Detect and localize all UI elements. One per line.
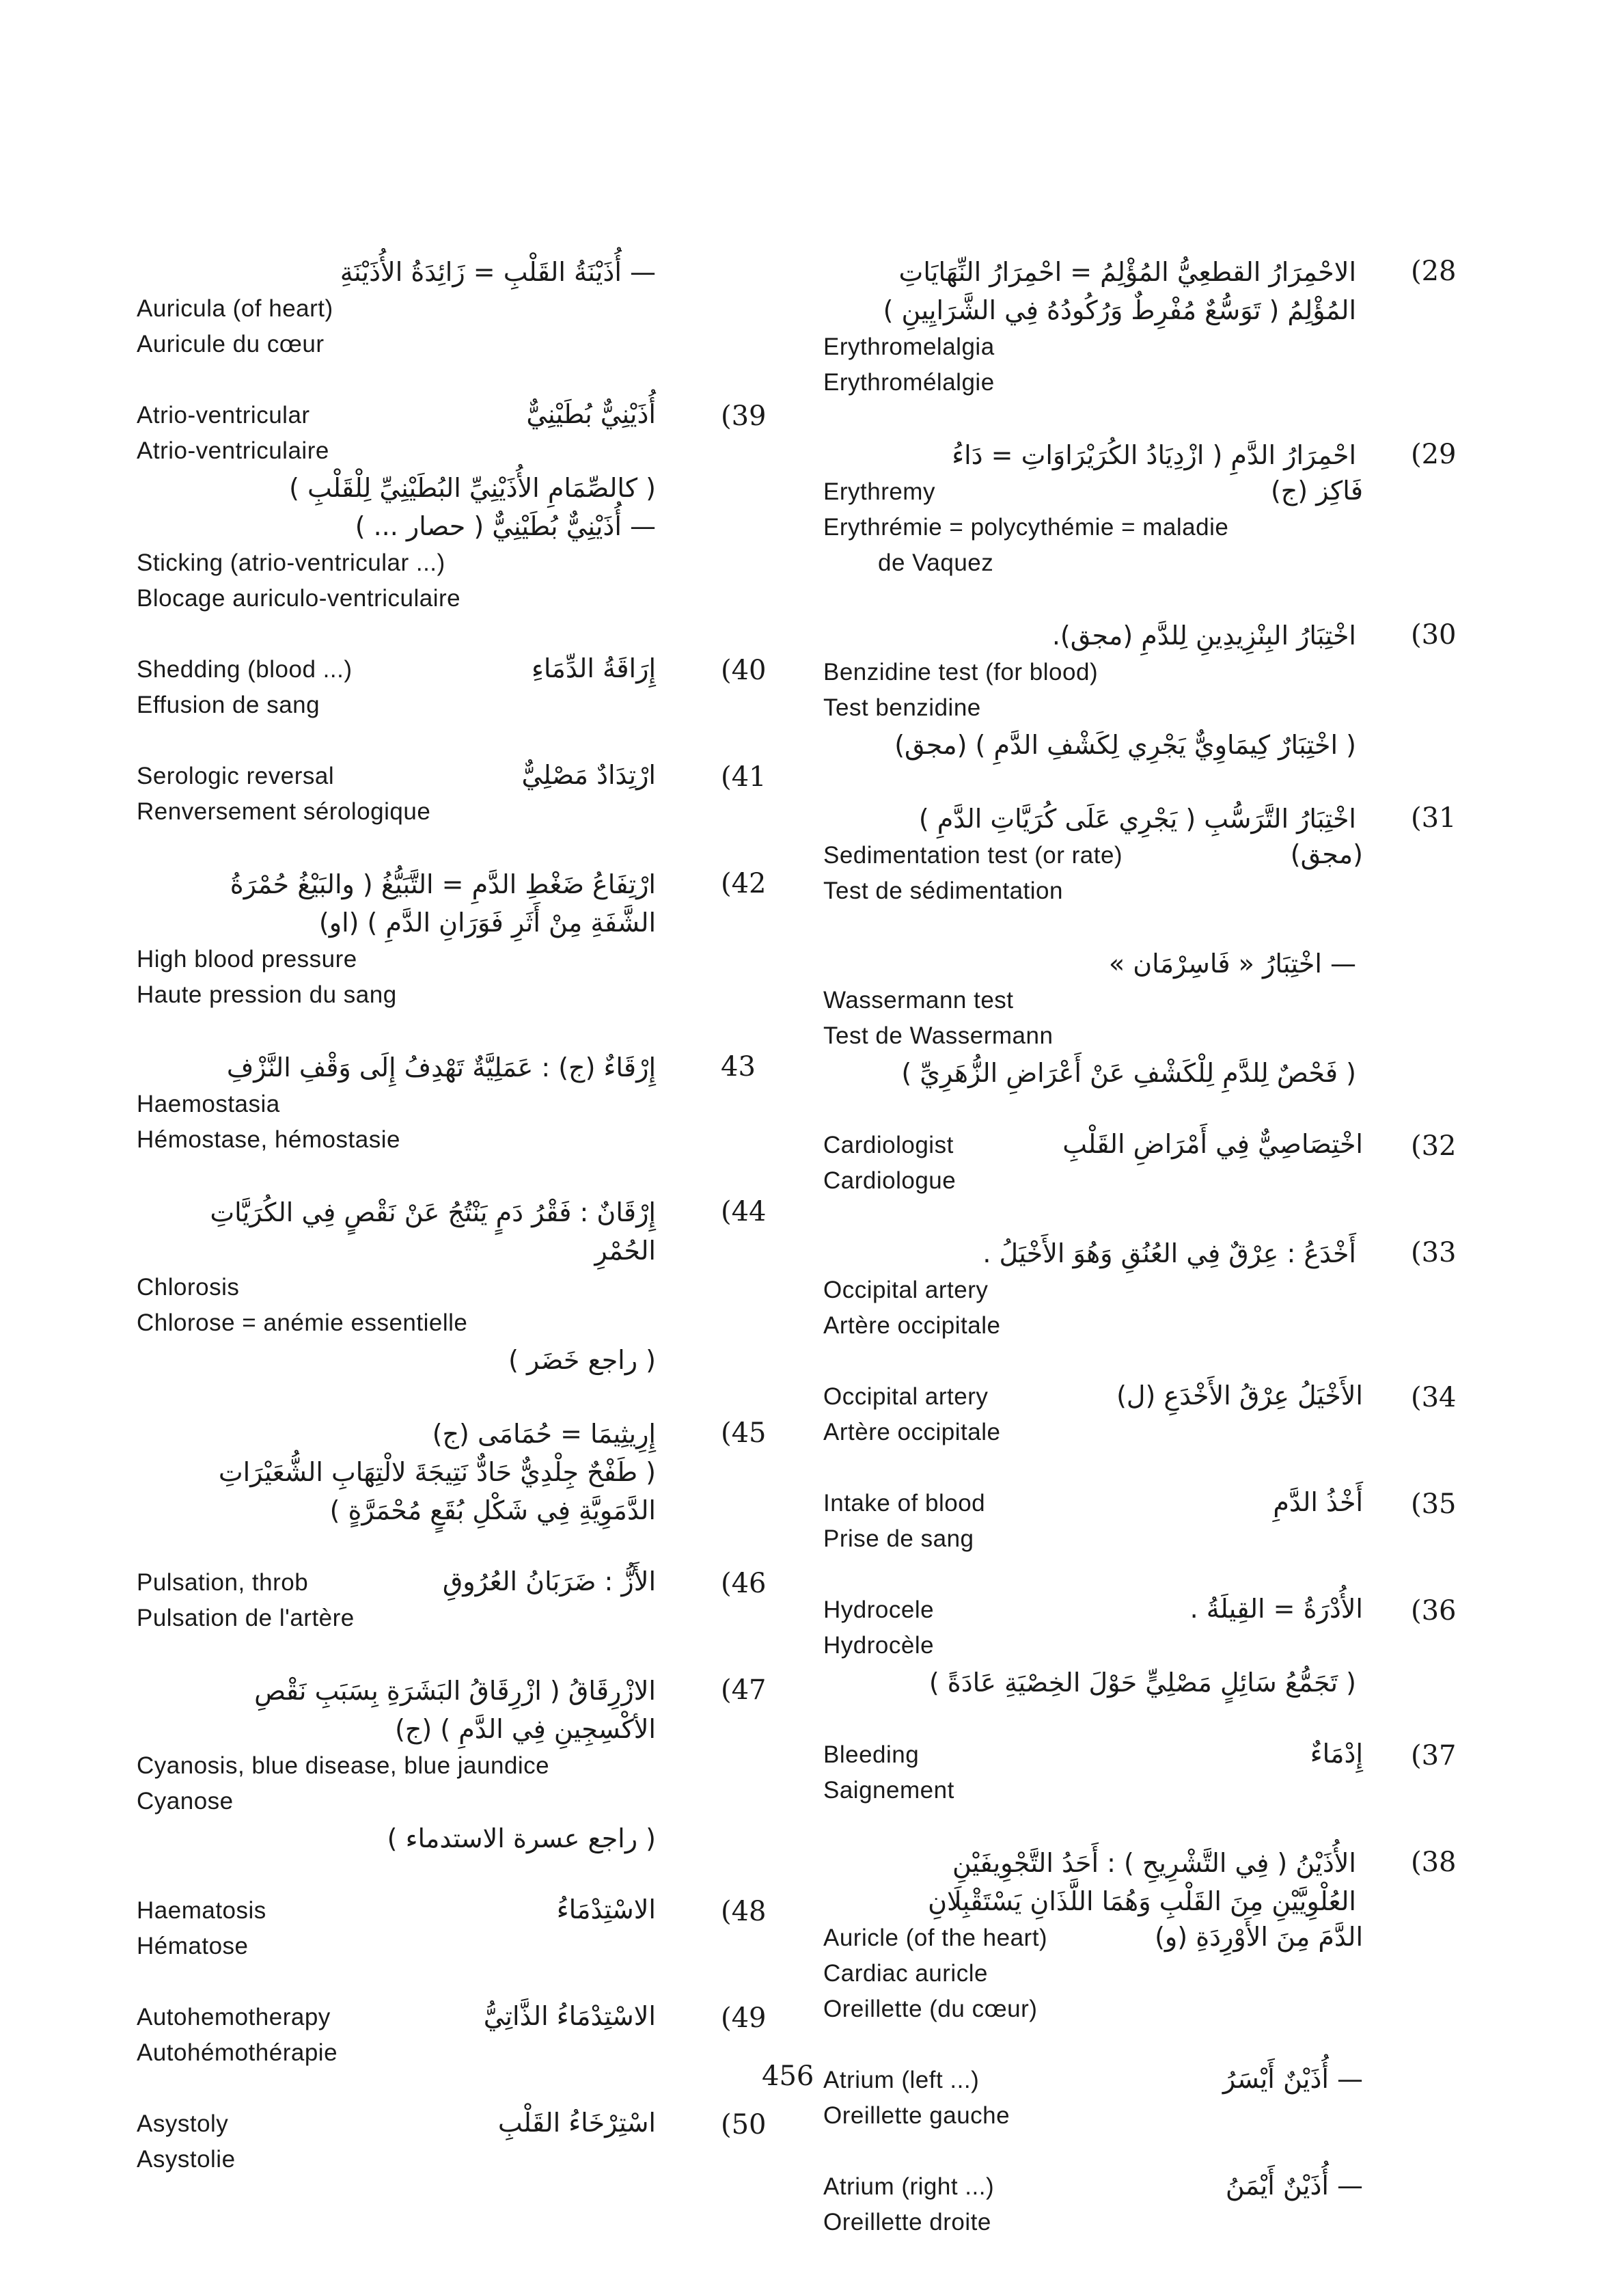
- dictionary-entry: [137, 398, 786, 616]
- translation-line: Pulsation de l'artère: [137, 1605, 355, 1631]
- dictionary-entry: [823, 1737, 1493, 1808]
- english-term: Occipital artery: [823, 1383, 989, 1410]
- arabic-term: — أُذَيْنِيٌّ بُطَيْنِيٌّ ( حصار ... ): [355, 511, 656, 541]
- translation-line: Artère occipitale: [823, 1419, 1001, 1445]
- dictionary-entry: [823, 944, 1493, 1092]
- english-term: Atrium (right ...): [823, 2173, 995, 2200]
- english-term: Pulsation, throb: [137, 1569, 309, 1596]
- arabic-term: ( راجع عسرة الاستدماء ): [387, 1823, 656, 1853]
- translation-line: Atrio-ventriculaire: [137, 437, 329, 464]
- arabic-term: إِدْمَاءٌ: [1310, 1739, 1363, 1769]
- translation-line: Saignement: [823, 1777, 954, 1804]
- entry-number: (41: [721, 761, 767, 793]
- arabic-term: — اخْتِبَارُ « فَاسِرْمَان »: [1108, 949, 1356, 979]
- arabic-term: — أُذَيْنٌ أَيْسَرُ: [1222, 2064, 1363, 2094]
- arabic-term: الشَّفَةِ مِنْ أَثَرِ فَوَرَانِ الدَّمِ ) (او): [318, 908, 656, 938]
- arabic-term: العُلْوِيَّيْنِ مِنَ القَلْبِ وَهُمَا اللَّذَانِ يَسْتَقْبِلَانِ: [928, 1886, 1356, 1916]
- translation-line: Blocage auriculo-ventriculaire: [137, 585, 461, 612]
- term-row: [137, 398, 786, 433]
- arabic-term: — أُذَيْنَةُ القَلْبِ = زَائِدَةُ الأُذَيْنَةِ: [340, 257, 656, 287]
- english-term: Haematosis: [137, 1897, 266, 1924]
- dictionary-entry: [137, 1565, 786, 1636]
- entry-number: (37: [1411, 1740, 1457, 1771]
- translation-line: Sticking (atrio-ventricular ...): [137, 549, 445, 576]
- term-row: [137, 2000, 786, 2035]
- term-row: [137, 759, 786, 794]
- entry-number: (34: [1411, 1382, 1457, 1413]
- translation-line: Wassermann test: [823, 987, 1014, 1014]
- arabic-term: الأُدْرَةُ = القِيلَةُ .: [1189, 1594, 1363, 1624]
- arabic-term: الدَّمَوِيَّةِ فِي شَكْلِ بُقَعٍ مُحْمَرَّةٍ ): [329, 1495, 656, 1525]
- page-number: 456: [762, 2061, 814, 2092]
- term-row: [137, 1893, 786, 1929]
- dictionary-entry: [137, 652, 786, 723]
- dictionary-entry: [137, 1415, 786, 1530]
- translation-line: Hématose: [137, 1933, 249, 1959]
- arabic-term: الاسْتِدْمَاءُ: [556, 1894, 656, 1925]
- english-term: Cardiologist: [823, 1132, 954, 1158]
- arabic-term: فَاكِز (ج): [1270, 476, 1363, 506]
- arabic-term: إِرِيثِيمَا = حُمَامَى (ج): [432, 1419, 656, 1449]
- term-row: [823, 2063, 1493, 2098]
- arabic-term: اخْتِبَارُ البِنْزِيدِينِ لِلدَّمِ (مجق).: [1051, 621, 1356, 651]
- term-row: [823, 2169, 1493, 2205]
- arabic-term: الأُذَيْنُ ( فِي التَّشْرِيحِ ) : أَحَدُ التَّجْوِيفَيْنِ: [952, 1848, 1356, 1878]
- arabic-term: الازْرِقَاقُ ( ازْرِقَاقُ البَشَرَةِ بِسَبَبِ نَقْصِ: [254, 1676, 656, 1706]
- entry-number: (47: [721, 1674, 767, 1706]
- english-term: Hydrocele: [823, 1596, 935, 1623]
- arabic-term: الأَخْيَلُ عِرْقُ الأَخْدَعِ (ل): [1116, 1381, 1363, 1411]
- arabic-term: الاحْمِرَارُ القطعِيُّ المُؤْلِمُ = احْمِرَارُ النِّهَايَاتِ: [898, 257, 1356, 287]
- english-term: Shedding (blood ...): [137, 656, 353, 683]
- entry-number: (35: [1411, 1488, 1457, 1520]
- arabic-term: ( اخْتِبَارٌ كِيمَاوِيٌّ يَجْرِي لِكَشْفِ الدَّمِ ) (مجق): [894, 730, 1356, 760]
- english-term: Erythremy: [823, 478, 935, 505]
- translation-line: Prise de sang: [823, 1525, 974, 1552]
- arabic-term: الدَّمَ مِنَ الأَوْرِدَةِ (و): [1155, 1922, 1363, 1952]
- dictionary-entry: [137, 1672, 786, 1858]
- entry-number: (33: [1411, 1237, 1457, 1268]
- entry-number: (44: [721, 1196, 767, 1227]
- arabic-term: أَخْذُ الدَّمِ: [1273, 1487, 1363, 1517]
- entry-number: (45: [721, 1417, 767, 1449]
- term-row: [137, 652, 786, 688]
- dictionary-entry: [823, 253, 1493, 400]
- translation-line: Effusion de sang: [137, 692, 320, 718]
- translation-line: Chlorose = anémie essentielle: [137, 1309, 468, 1336]
- translation-line: Haemostasia: [137, 1091, 280, 1117]
- dictionary-entry: [823, 1234, 1493, 1344]
- term-row: [823, 1379, 1493, 1415]
- english-term: Atrium (left ...): [823, 2067, 980, 2093]
- arabic-term: إِرَاقَةُ الدِّمَاءِ: [532, 653, 656, 683]
- english-term: Autohemotherapy: [137, 2004, 331, 2030]
- translation-line: Cyanose: [137, 1788, 234, 1814]
- english-term: Asystoly: [137, 2110, 229, 2137]
- term-row: [823, 838, 1493, 873]
- english-term: Intake of blood: [823, 1490, 986, 1517]
- entry-number: (31: [1411, 802, 1457, 834]
- translation-line: Auricule du cœur: [137, 331, 325, 357]
- dictionary-entry: [137, 253, 786, 362]
- arabic-term: الأَزُّ : ضَرَبَانُ العُرُوقِ: [442, 1566, 656, 1596]
- arabic-term: أَخْدَعُ : عِرْقٌ فِي العُنُقِ وَهُوَ الأَخْيَلُ .: [982, 1238, 1356, 1268]
- arabic-term: ارْتِفَاعُ ضَغْطِ الدَّمِ = التَّبَيُّغُ ( والبَيْغُ حُمْرَةُ: [230, 869, 656, 899]
- entry-number: (48: [721, 1896, 767, 1927]
- arabic-term: المُؤْلِمُ ( تَوَسُّعٌ مُفْرِطٌ وَرُكُودُهُ فِي الشَّرَايِينِ ): [883, 295, 1356, 325]
- term-row: [823, 1592, 1493, 1628]
- arabic-term: ( فَحْصٌ لِلدَّمِ لِلْكَشْفِ عَنْ أَعْرَاضِ الزُّهَرِيِّ ): [901, 1058, 1356, 1088]
- dictionary-entry: [823, 2063, 1493, 2134]
- translation-line: Test de sédimentation: [823, 878, 1063, 904]
- translation-line: Cardiologue: [823, 1167, 956, 1194]
- dictionary-entry: [137, 1893, 786, 1964]
- english-term: Auricle (of the heart): [823, 1925, 1048, 1951]
- dictionary-entry: [137, 865, 786, 1013]
- arabic-term: إِرْقَاءٌ (ج) : عَمَلِيَّةٌ تَهْدِفُ إِلَى وَقْفِ النَّزْفِ: [226, 1052, 656, 1083]
- translation-line: Erythrémie = polycythémie = maladie: [823, 514, 1229, 541]
- entry-number: (30: [1411, 619, 1457, 651]
- entry-number: (36: [1411, 1595, 1457, 1627]
- dictionary-entry: [137, 759, 786, 830]
- translation-line: Hydrocèle: [823, 1632, 935, 1659]
- entry-number: (42: [721, 868, 767, 899]
- arabic-term: الاسْتِدْمَاءُ الذَّاتِيُّ: [483, 2001, 656, 2031]
- translation-line: Artère occipitale: [823, 1312, 1001, 1339]
- entry-number: (50: [721, 2109, 767, 2140]
- term-row: [137, 1565, 786, 1601]
- entry-number: (49: [721, 2002, 767, 2034]
- arabic-term: الحُمْرِ: [594, 1236, 656, 1266]
- arabic-term: — أُذَيْنٌ أَيْمَنُ: [1225, 2171, 1363, 2201]
- term-row: [137, 2106, 786, 2142]
- dictionary-entry: [823, 1486, 1493, 1557]
- entry-number: (40: [721, 655, 767, 686]
- translation-line: Renversement sérologique: [137, 798, 431, 825]
- entry-number: (39: [721, 400, 767, 432]
- english-term: Atrio-ventricular: [137, 402, 310, 429]
- translation-line: Test de Wassermann: [823, 1022, 1054, 1049]
- entry-number: (38: [1411, 1847, 1457, 1878]
- dictionary-entry: [137, 2000, 786, 2071]
- term-row: [823, 1486, 1493, 1521]
- translation-line: Erythromélalgie: [823, 369, 995, 396]
- arabic-term: إِرْقَانٌ : فَقْرُ دَمٍ يَنْتُجُ عَنْ نَقْصٍ فِي الكُرَيَّاتِ: [210, 1197, 656, 1227]
- dictionary-entry: [823, 1379, 1493, 1450]
- dictionary-entry: [137, 2106, 786, 2177]
- translation-line: Oreillette (du cœur): [823, 1996, 1038, 2022]
- arabic-term: أُذَيْنِيٌّ بُطَيْنِيٌّ: [526, 399, 656, 429]
- translation-line: Erythromelalgia: [823, 334, 995, 360]
- dictionary-entry: [823, 1128, 1493, 1199]
- dictionary-entry: [823, 800, 1493, 909]
- dictionary-entry: [823, 1592, 1493, 1702]
- arabic-term: (مجق): [1290, 839, 1363, 869]
- translation-line: Test benzidine: [823, 694, 981, 721]
- translation-line: Benzidine test (for blood): [823, 659, 1099, 685]
- entry-number: (46: [721, 1568, 767, 1599]
- arabic-term: اسْتِرْخَاءُ القَلْبِ: [497, 2108, 656, 2138]
- dictionary-entry: [823, 1844, 1493, 2027]
- translation-line: Haute pression du sang: [137, 981, 397, 1008]
- arabic-term: اخْتِصَاصِيٌّ فِي أَمْرَاضِ القَلْبِ: [1062, 1129, 1363, 1159]
- english-term: Sedimentation test (or rate): [823, 842, 1123, 869]
- translation-line: Hémostase, hémostasie: [137, 1126, 400, 1153]
- translation-line: Oreillette gauche: [823, 2102, 1010, 2129]
- english-term: Serologic reversal: [137, 763, 335, 789]
- arabic-term: الأكْسِجِينِ فِي الدَّمِ ) (ج): [395, 1714, 656, 1744]
- arabic-term: ارْتِدَادٌ مَصْلِيٌّ: [521, 760, 656, 790]
- entry-number: (32: [1411, 1130, 1457, 1162]
- term-row: [823, 1128, 1493, 1163]
- arabic-term: ( راجع خَضَر ): [508, 1345, 656, 1375]
- arabic-term: ( كالصِّمَامِ الأُذَيْنِيِّ البُطَيْنِيِّ لِلْقَلْبِ ): [289, 473, 656, 503]
- dictionary-entry: [823, 436, 1493, 581]
- entry-number: (29: [1411, 439, 1457, 470]
- arabic-term: احْمِرَارُ الدَّمِ ( ازْدِيَادُ الكُرَيْرَاوَاتِ = دَاءُ: [952, 440, 1356, 470]
- translation-line: de Vaquez: [878, 549, 994, 576]
- term-row: [823, 474, 1493, 510]
- english-term: Bleeding: [823, 1741, 920, 1768]
- translation-line: Occipital artery: [823, 1277, 989, 1303]
- translation-line: Oreillette droite: [823, 2209, 991, 2235]
- arabic-term: ( تَجَمُّعُ سَائِلٍ مَصْلِيٍّ حَوْلَ الخِصْيَةِ عَادَةً ): [928, 1668, 1356, 1698]
- dictionary-entry: [137, 1193, 786, 1379]
- entry-number: (28: [1411, 256, 1457, 287]
- translation-line: High blood pressure: [137, 946, 357, 973]
- translation-line: Autohémothérapie: [137, 2039, 338, 2066]
- term-row: [823, 1920, 1493, 1956]
- translation-line: Cyanosis, blue disease, blue jaundice: [137, 1752, 550, 1779]
- arabic-term: ( طَفْحٌ جِلْدِيٌّ حَادٌّ نَتِيجَةَ لالْتِهَابِ الشُّعَيْرَاتِ: [218, 1457, 656, 1487]
- entry-number: 43: [721, 1051, 756, 1083]
- translation-line: Asystolie: [137, 2146, 236, 2173]
- arabic-term: اخْتِبَارُ التَّرَسُّبِ ( يَجْرِي عَلَى كُرَيَّاتِ الدَّمِ ): [918, 804, 1356, 834]
- dictionary-entry: [823, 616, 1493, 764]
- dictionary-entry: [823, 2169, 1493, 2240]
- translation-line: Auricula (of heart): [137, 295, 333, 322]
- dictionary-entry: [137, 1048, 786, 1158]
- translation-line: Cardiac auricle: [823, 1960, 988, 1987]
- term-row: [823, 1737, 1493, 1773]
- left-column: [137, 253, 786, 2213]
- right-column: [823, 253, 1493, 2276]
- translation-line: Chlorosis: [137, 1274, 240, 1301]
